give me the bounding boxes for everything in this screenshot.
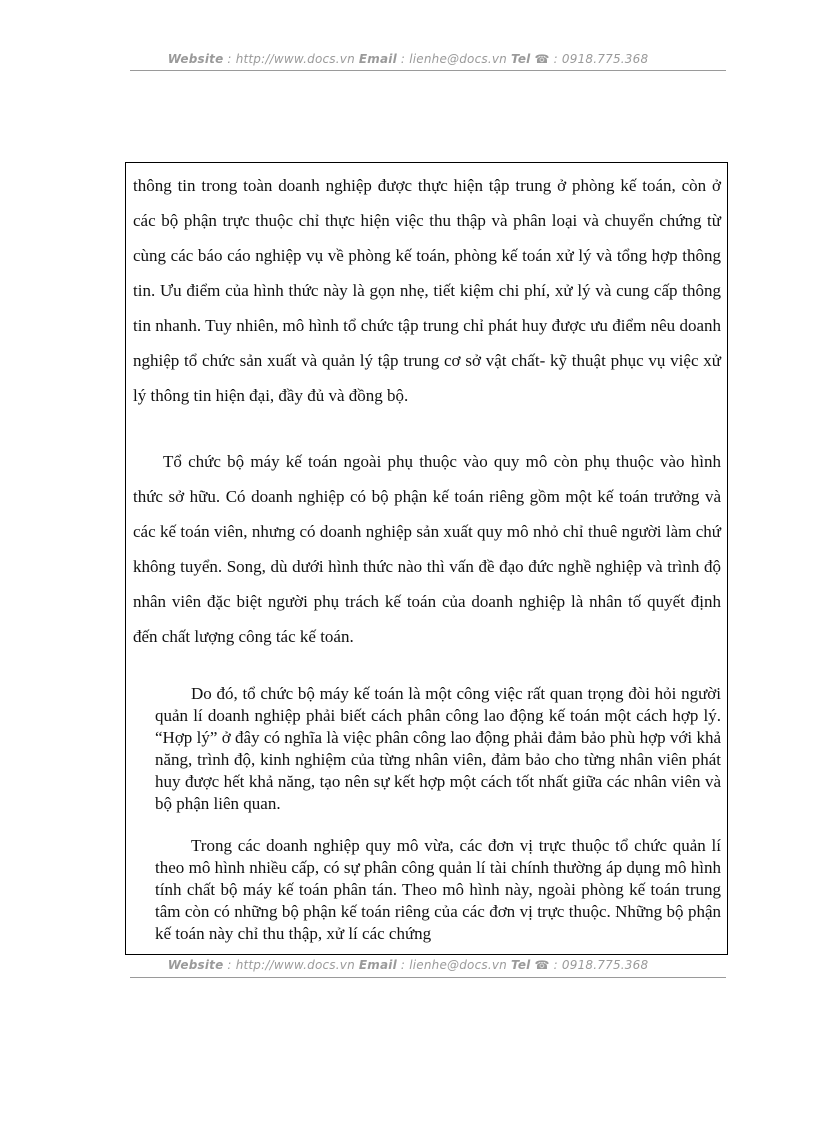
footer-website-label: Website <box>167 958 224 972</box>
footer-rule <box>130 977 726 978</box>
paragraph-2: Tổ chức bộ máy kế toán ngoài phụ thuộc vào quy mô còn phụ thuộc vào hình thức sở hữu. Có doanh nghiệp có bộ phận kế toán riêng gồm một kế toán trưởng và các kế toán viên, nhưng có doanh nghiệp sản xuất quy mô nhỏ chỉ thuê người làm chứ không tuyển. Song, dù dưới hình thức nào thì vấn đề đạo đức nghề nghiệp và trình độ nhân viên đặc biệt người phụ trách kế toán của doanh nghiệp là nhân tố quyết định đến chất lượng công tác kế toán. <box>133 452 721 646</box>
paragraph-4: Trong các doanh nghiệp quy mô vừa, các đơn vị trực thuộc tổ chức quản lí theo mô hình nhiều cấp, có sự phân công quản lí tài chính thường áp dụng mô hình tính chất bộ máy kế toán phân tán. Theo mô hình này, ngoài phòng kế toán trung tâm còn có những bộ phận kế toán riêng của các đơn vị trực thuộc. Những bộ phận kế toán này chỉ thu thập, xử lí các chứng <box>155 836 721 943</box>
header-tel-value: : 0918.775.368 <box>549 52 649 66</box>
header-rule <box>130 70 726 71</box>
body-text-bottom <box>155 683 721 945</box>
footer-website-value: : http://www.docs.vn <box>223 958 359 972</box>
paragraph-3: Do đó, tổ chức bộ máy kế toán là một công việc rất quan trọng đòi hỏi người quản lí doanh nghiệp phải biết cách phân công lao động kế toán một cách hợp lý. “Hợp lý” ở đây có nghĩa là việc phân công lao động phải đảm bảo phù hợp với khả năng, trình độ, kinh nghiệm của từng nhân viên, đảm bảo cho từng nhân viên phát huy được hết khả năng, tạo nên sự kết hợp một cách tốt nhất giữa các nhân viên và bộ phận liên quan. <box>155 684 721 813</box>
page-footer <box>0 958 816 972</box>
body-text-top <box>133 168 721 654</box>
footer-email-value: : lienhe@docs.vn <box>396 958 511 972</box>
footer-email-label: Email <box>358 958 397 972</box>
page-header <box>0 52 816 66</box>
footer-tel-value: : 0918.775.368 <box>549 958 649 972</box>
paragraph-1: thông tin trong toàn doanh nghiệp được thực hiện tập trung ở phòng kế toán, còn ở các bộ phận trực thuộc chỉ thực hiện việc thu thập và phân loại và chuyển chứng từ cùng các báo cáo nghiệp vụ về phòng kế toán, phòng kế toán xử lý và tổng hợp thông tin. Ưu điểm của hình thức này là gọn nhẹ, tiết kiệm chi phí, xử lý và cung cấp thông tin nhanh. Tuy nhiên, mô hình tổ chức tập trung chỉ phát huy được ưu điểm nêu doanh nghiệp tổ chức sản xuất và quản lý tập trung cơ sở vật chất- kỹ thuật phục vụ việc xử lý thông tin hiện đại, đầy đủ và đồng bộ. <box>133 176 721 405</box>
header-website-label: Website <box>167 52 224 66</box>
header-email-value: : lienhe@docs.vn <box>396 52 511 66</box>
header-tel-label: Tel <box>510 52 531 66</box>
header-email-label: Email <box>358 52 397 66</box>
phone-icon: ☎ <box>534 52 550 66</box>
header-website-value: : http://www.docs.vn <box>223 52 359 66</box>
phone-icon: ☎ <box>534 958 550 972</box>
footer-tel-label: Tel <box>510 958 531 972</box>
